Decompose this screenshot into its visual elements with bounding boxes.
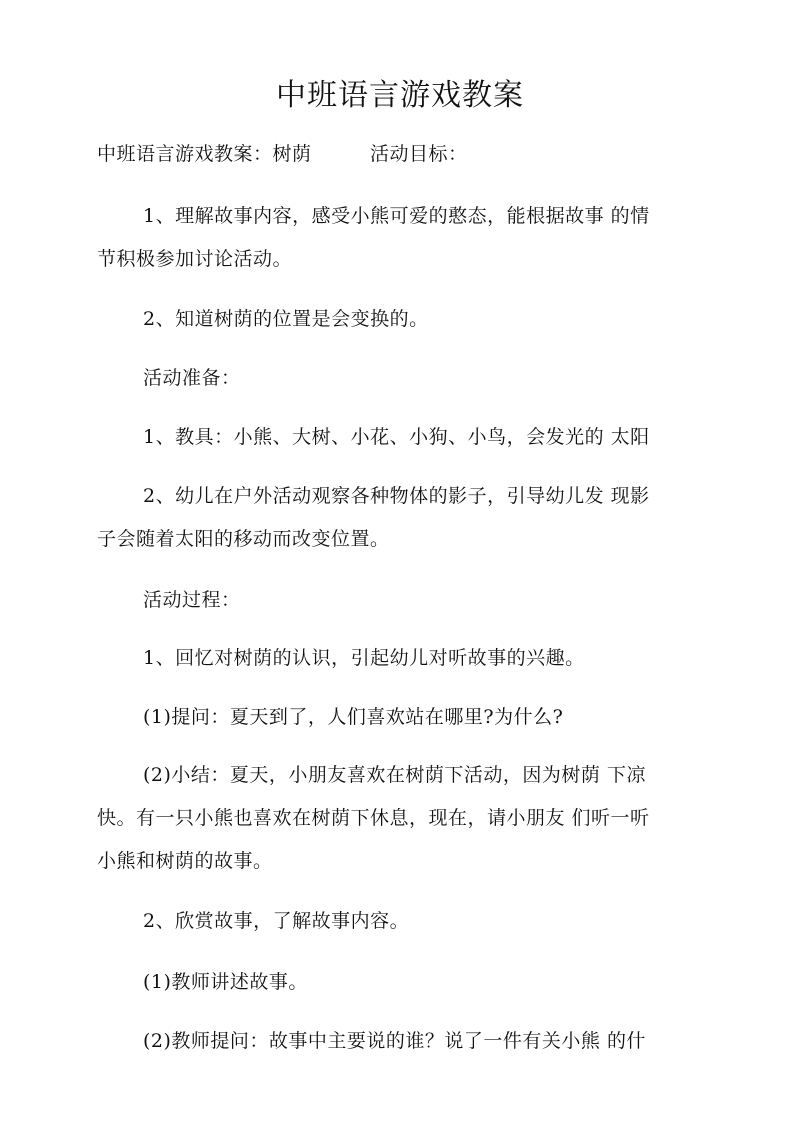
subtitle-line: 中班语言游戏教案：树荫 活动目标： <box>97 143 468 165</box>
preparation-1-line: 1、教具：小熊、大树、小花、小狗、小鸟，会发光的 太阳 <box>143 426 650 448</box>
preparation-2-line-1: 2、幼儿在户外活动观察各种物体的影子，引导幼儿发 现影 <box>143 485 650 507</box>
goal-2-line: 2、知道树荫的位置是会变换的。 <box>143 308 429 330</box>
process-1-question-line: (1)提问：夏天到了，人们喜欢站在哪里?为什么? <box>143 706 564 728</box>
goal-1-line-1: 1、理解故事内容，感受小熊可爱的憨态，能根据故事 的情 <box>143 205 650 227</box>
process-2-step-2-line: (2)教师提问：故事中主要说的谁？说了一件有关小熊 的什 <box>143 1030 646 1052</box>
goal-1-line-2: 节积极参加讨论活动。 <box>97 248 293 270</box>
process-1-line: 1、回忆对树荫的认识，引起幼儿对听故事的兴趣。 <box>143 647 585 669</box>
document-title: 中班语言游戏教案 <box>276 78 524 113</box>
process-1-summary-line-3: 小熊和树荫的故事。 <box>97 850 273 872</box>
process-2-step-1-line: (1)教师讲述故事。 <box>143 971 308 993</box>
process-1-summary-line-1: (2)小结：夏天，小朋友喜欢在树荫下活动，因为树荫 下凉 <box>143 764 646 786</box>
process-2-line: 2、欣赏故事，了解故事内容。 <box>143 910 410 932</box>
section-preparation-heading: 活动准备： <box>143 367 241 389</box>
section-process-heading: 活动过程： <box>143 589 241 611</box>
preparation-2-line-2: 子会随着太阳的移动而改变位置。 <box>97 528 390 550</box>
process-1-summary-line-2: 快。有一只小熊也喜欢在树荫下休息，现在，请小朋友 们听一听 <box>97 807 650 829</box>
